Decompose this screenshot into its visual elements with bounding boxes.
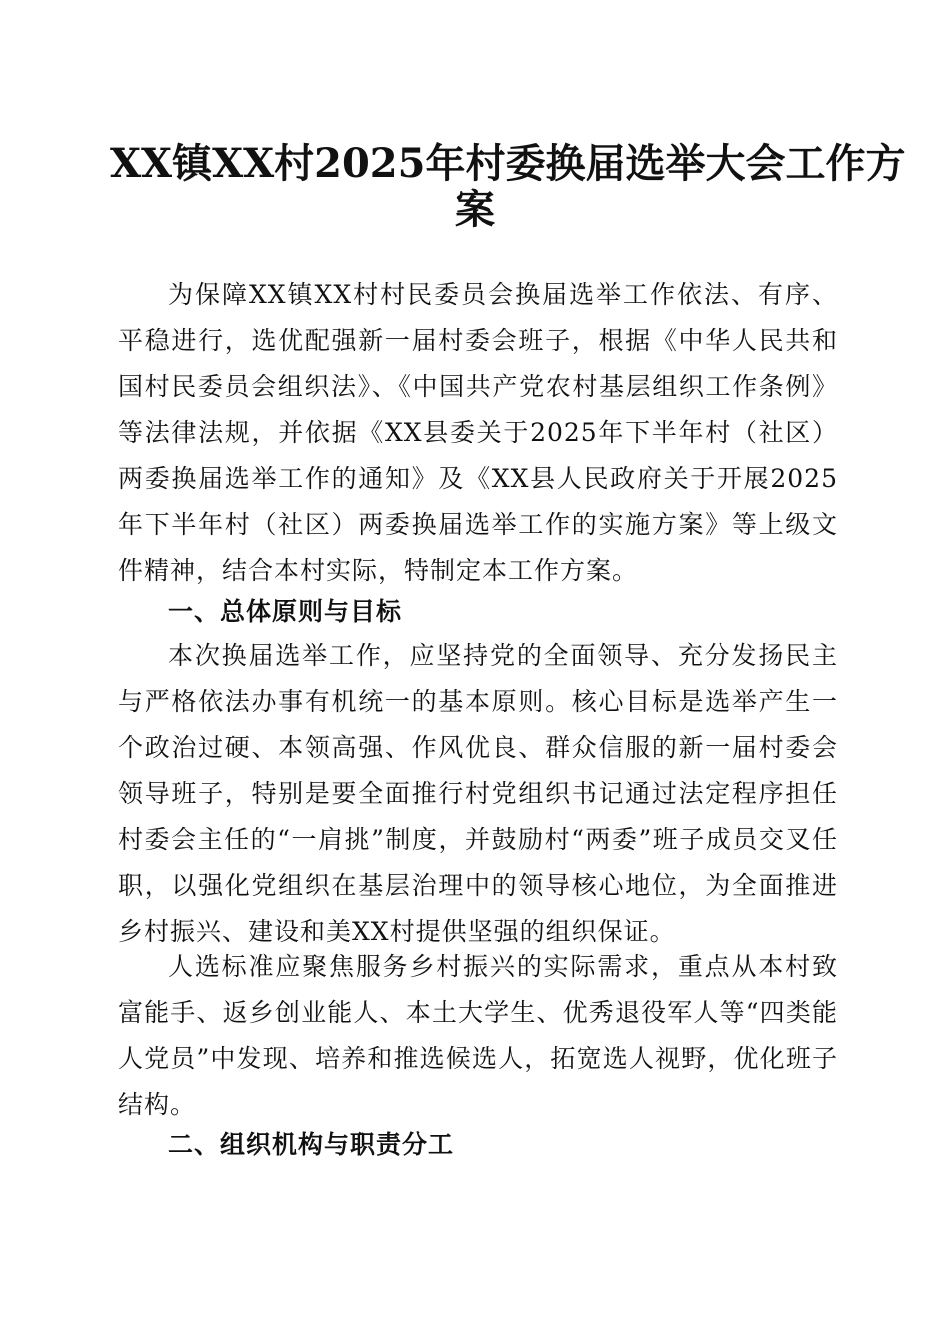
document-title-line-1: XX镇XX村2025年村委换届选举大会工作方: [110, 140, 906, 187]
section-2-heading: 二、组织机构与职责分工: [168, 1130, 455, 1159]
section-1-heading: 一、总体原则与目标: [168, 597, 403, 626]
section-1-paragraph-1: 本次换届选举工作，应坚持党的全面领导、充分发扬民主与严格依法办事有机统一的基本原则。核心目标是选举产生一个政治过硬、本领高强、作风优良、群众信服的新一届村委会领导班子，特别是要全面推行村党组织书记通过法定程序担任村委会主任的“一肩挑”制度，并鼓励村“两委”班子成员交叉任职，以强化党组织在基层治理中的领导核心地位，为全面推进乡村振兴、建设和美XX村提供坚强的组织保证。: [118, 641, 838, 946]
document-title-line-2: 案: [455, 186, 495, 233]
section-1-paragraph-2: 人选标准应聚焦服务乡村振兴的实际需求，重点从本村致富能手、返乡创业能人、本土大学生、优秀退役军人等“四类能人党员”中发现、培养和推选候选人，拓宽选人视野，优化班子结构。: [118, 952, 838, 1119]
intro-paragraph: 为保障XX镇XX村村民委员会换届选举工作依法、有序、平稳进行，选优配强新一届村委会班子，根据《中华人民共和国村民委员会组织法》、《中国共产党农村基层组织工作条例》等法律法规，并依据《XX县委关于2025年下半年村（社区）两委换届选举工作的通知》及《XX县人民政府关于开展2025年下半年村（社区）两委换届选举工作的实施方案》等上级文件精神，结合本村实际，特制定本工作方案。: [118, 280, 838, 585]
